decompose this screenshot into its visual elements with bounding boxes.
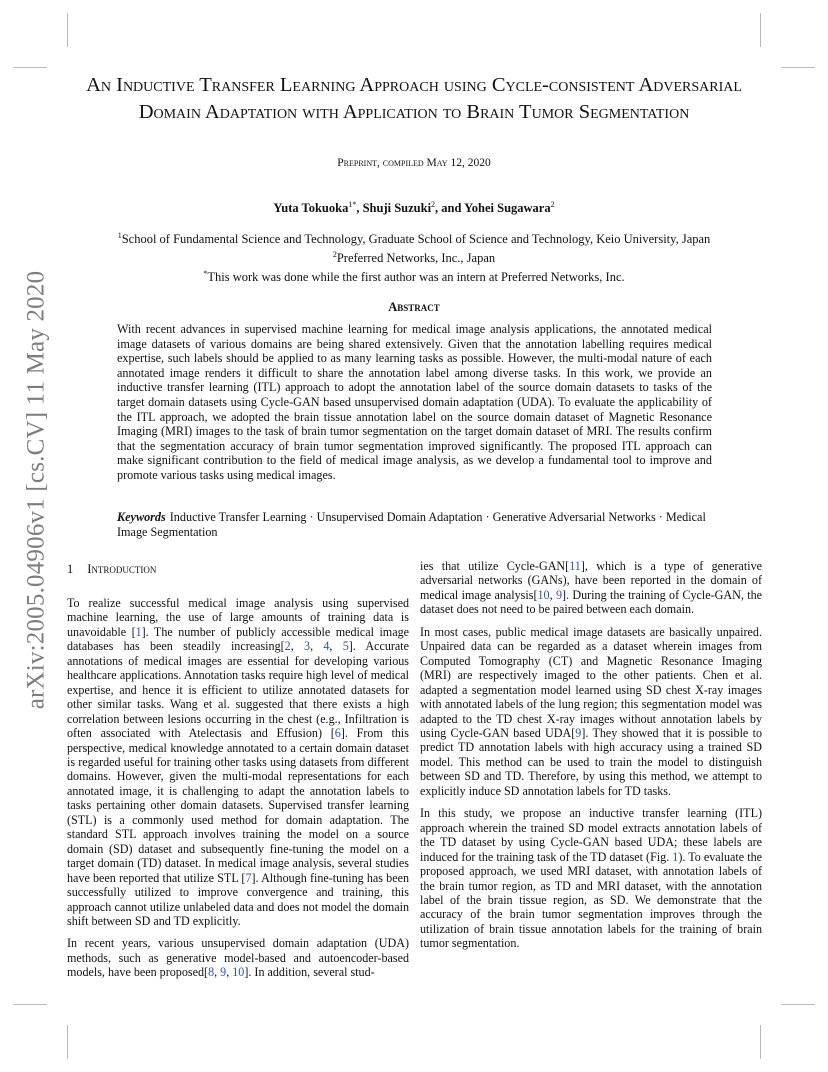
author-name: Yohei Sugawara (464, 201, 551, 216)
crop-mark-bottom-left (67, 1025, 68, 1059)
abstract-text: With recent advances in supervised machine learning for medical image analysis applications, the annotated medical image datasets of various domains are being shared extensively. Given that the annotation labelling requires medical expertise, such labels should be applied to as many learning tasks as possible. However, the multi-modal nature of each annotated image renders it difficult to share the annotation label among diverse tasks. In this work, we provide an inductive transfer learning (ITL) approach to adopt the annotation label of the source domain datasets to tasks of the target domain datasets using Cycle-GAN based unsupervised domain adaptation (UDA). To evaluate the applicability of the ITL approach, we adopted the brain tissue annotation label on the source domain dataset of Magnetic Resonance Imaging (MRI) images to the task of brain tumor segmentation on the target domain dataset of MRI. The results confirm that the segmentation accuracy of brain tumor segmentation improved significantly. The proposed ITL approach can make significant contribution to the field of medical image analysis, as we develop a fundamental tool to improve and promote various tasks using medical images. (117, 322, 712, 482)
arxiv-stamp-text: arXiv:2005.04906v1 [cs.CV] 11 May 2020 (22, 270, 50, 710)
citation-link[interactable]: 4 (323, 639, 330, 654)
body-text: ). To evaluate the proposed approach, we used MRI dataset, with annotation labels of the brain tumor region, as TD and MRI dataset, with the annotation label of the brain tissue region, as SD. We demonstrate that the accuracy of the brain tumor segmentation improves through the utilization of brain tissue annotation labels for the training of brain tumor segmentation. (420, 849, 762, 951)
citation-link[interactable]: 10 (537, 587, 550, 602)
section-number: 1 (67, 562, 74, 576)
body-text: ]. They showed that it is possible to predict TD annotation labels with high accuracy using a trained SD model. This method can be used to train the model to distinguish between SD and TD. Therefore, by using this method, we attempt to explicitly induce SD annotation labels for TD tasks. (420, 725, 762, 798)
body-text: , (329, 639, 343, 654)
body-paragraph (67, 936, 409, 979)
abstract-heading: Abstract (388, 300, 440, 314)
author-mark: 1* (348, 200, 357, 209)
citation-link[interactable]: 2 (284, 639, 291, 654)
body-text: , (214, 965, 221, 980)
body-text: , (226, 965, 233, 980)
author-separator: , (356, 201, 363, 216)
body-text: ]. Although fine-tuning has been successfully utilized to improve convergence and training, this approach cannot utilize unlabeled data and does not model the domain shift between SD and TD explicitly. (67, 870, 409, 928)
body-paragraph (420, 806, 762, 951)
body-paragraph (420, 625, 762, 798)
arxiv-stamp (10, 270, 62, 710)
affiliation (80, 247, 748, 266)
body-text: , (290, 639, 305, 654)
citation-link[interactable]: 9 (220, 965, 227, 980)
citation-link[interactable]: 3 (304, 639, 311, 654)
affiliation (80, 228, 748, 247)
crop-mark-bottom-right (760, 1025, 761, 1059)
affiliation-text: This work was done while the first author was an intern at Preferred Networks, Inc. (207, 270, 625, 285)
body-text: ]. During the training of Cycle-GAN, the dataset does not need to be paired between each domain. (420, 587, 762, 617)
citation-link[interactable]: 10 (232, 965, 245, 980)
body-paragraph (67, 596, 409, 928)
body-text: , (549, 587, 556, 602)
body-text: ]. The number of publicly accessible medical image databases has been steadily increasing[ (67, 624, 409, 654)
body-text: ]. From this perspective, medical knowledge annotated to a certain domain dataset is regarded useful for training other tasks using datasets from different domains. However, given the multi-modal representations for each annotated image, it is challenging to adapt the annotation labels to tasks pertaining other domain datasets. Supervised transfer learning (STL) is a commonly used method for domain adaptation. The standard STL approach involves training the model on a source domain (SD) dataset and subsequently fine-tuning the model on a target domain (TD) dataset. In medical image analysis, several studies have been reported that utilize STL [ (67, 726, 410, 885)
crop-mark-left-lower (13, 1004, 47, 1005)
citation-link[interactable]: 1 (672, 849, 679, 864)
keywords-text: Inductive Transfer Learning · Unsupervised Domain Adaptation · Generative Adversarial Networks · Medical Image Segmentation (117, 510, 706, 539)
section-heading (67, 562, 156, 577)
body-text: In most cases, public medical image datasets are basically unpaired. Unpaired data can be regarded as a dataset wherein images from Computed Tomography (CT) and Magnetic Resonance Imaging (MRI) are respectively imaged to the other patients. Chen et al. adapted a segmentation model learned using SD chest X-ray images with annotated labels of the lung region; this segmentation model was adapted to the TD chest X-ray images without annotation labels by using Cycle-GAN based UDA[ (420, 624, 762, 740)
affiliation-mark: 2 (332, 250, 337, 260)
keywords-label: Keywords (117, 510, 166, 524)
author-name: Yuta Tokuoka (273, 201, 349, 216)
author-mark: 2 (431, 200, 436, 209)
preprint-line: Preprint, compiled May 12, 2020 (337, 157, 491, 169)
affiliation-mark: 1 (117, 231, 122, 240)
crop-mark-right-upper (781, 67, 815, 68)
affiliation-list (80, 228, 748, 285)
citation-link[interactable]: 1 (135, 624, 142, 639)
author-mark: 2 (550, 200, 555, 209)
citation-link[interactable]: 8 (208, 965, 215, 980)
citation-link[interactable]: 7 (245, 870, 252, 885)
body-text: , (310, 639, 324, 654)
body-paragraph (420, 559, 762, 617)
affiliation-mark: * (203, 269, 208, 279)
left-column (67, 596, 409, 988)
body-text: ]. In addition, several stud- (244, 965, 375, 980)
paper-title: An Inductive Transfer Learning Approach using Cycle-consistent Adversarial Domain Adaptation with Application to Brain Tumor Segmentation (86, 74, 742, 123)
crop-mark-left-upper (13, 67, 47, 68)
keywords (117, 510, 712, 540)
affiliation-text: Preferred Networks, Inc., Japan (336, 251, 496, 266)
citation-link[interactable]: 6 (334, 726, 341, 741)
body-text: ]. Accurate annotations of medical images are essential for developing various healthcare applications. Annotation tasks require high level of medical expertise, and hence it is efficient to utilize annotated datasets for other similar tasks. Wang et al. suggested that there exists a high correlation between lesions occurring in the chest (e.g., Infiltration is often associated with Atelectasis and Effusion) [ (67, 639, 410, 741)
author-name: Shuji Suzuki (362, 201, 432, 216)
body-text: To realize successful medical image analysis using supervised machine learning, the use of large amounts of training data is unavoidable [ (67, 596, 409, 639)
affiliation (80, 266, 748, 285)
crop-mark-top-left (67, 13, 68, 47)
author-separator: , and (435, 201, 465, 216)
citation-link[interactable]: 11 (569, 559, 581, 573)
citation-link[interactable]: 9 (555, 587, 562, 602)
citation-link[interactable]: 9 (575, 725, 582, 740)
section-title: Introduction (87, 562, 157, 576)
crop-mark-right-lower (781, 1004, 815, 1005)
body-text: ies that utilize Cycle-GAN[ (420, 559, 570, 573)
body-text: In this study, we propose an inductive transfer learning (ITL) approach wherein the trained SD model extracts annotation labels of the TD dataset by using Cycle-GAN based UDA; these labels are induced for the training task of the TD dataset (Fig. (420, 806, 762, 864)
body-text: In recent years, various unsupervised domain adaptation (UDA) methods, such as generative model-based and autoencoder-based models, have been proposed[ (67, 936, 409, 980)
citation-link[interactable]: 5 (342, 639, 349, 654)
crop-mark-top-right (760, 13, 761, 47)
affiliation-text: School of Fundamental Science and Technology, Graduate School of Science and Technology, Keio University, Japan (121, 232, 711, 247)
body-text: ], which is a type of generative adversarial networks (GANs), have been reported in the domain of medical image analysis[ (420, 559, 762, 602)
author-list (80, 200, 748, 216)
right-column (420, 559, 762, 959)
